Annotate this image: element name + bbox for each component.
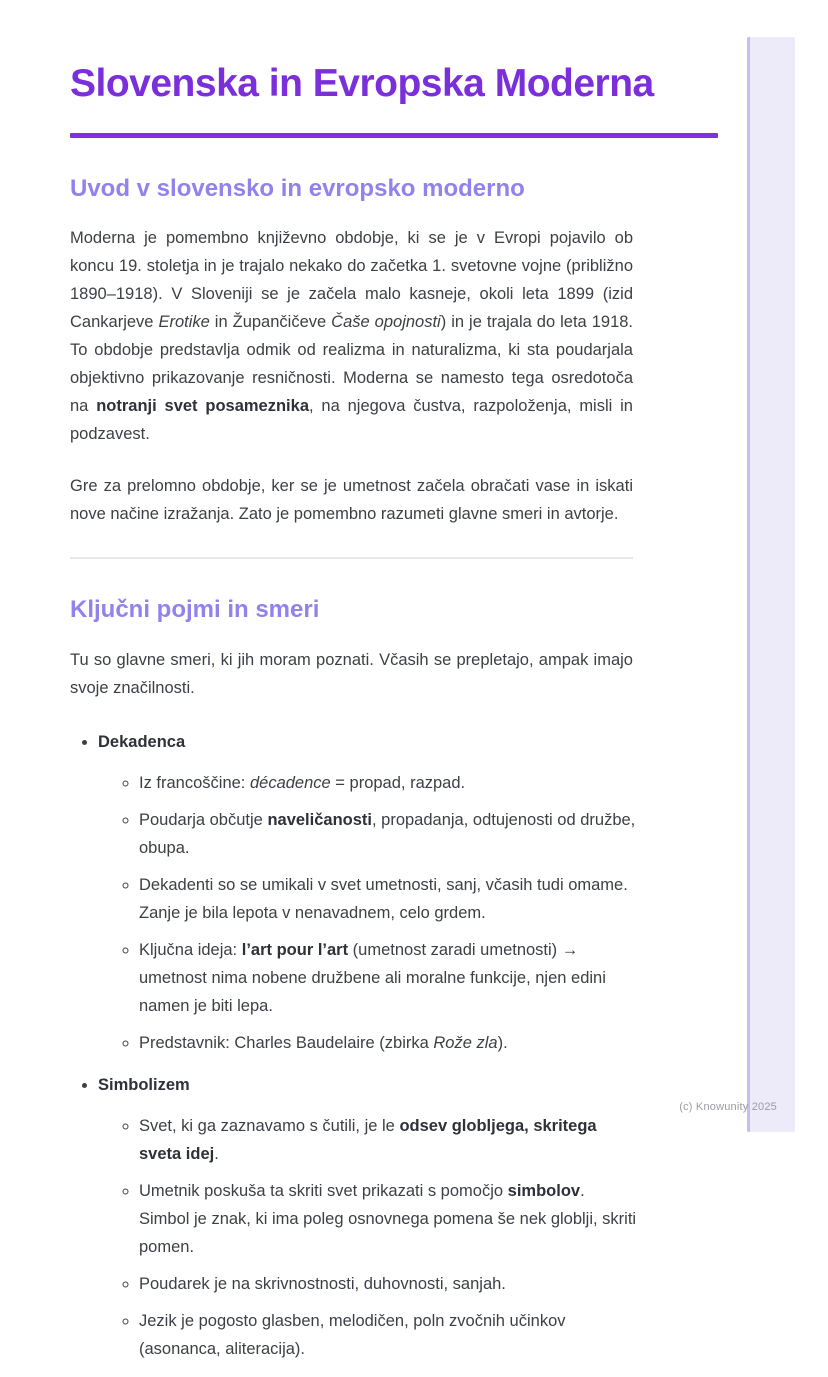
paragraph — [70, 224, 633, 448]
bold-text-run: odsev globljega, skritega sveta idej — [139, 1117, 597, 1164]
topic-sub-item — [139, 871, 638, 927]
text-run: Moderna je pomembno književno obdobje, ki se je v Evropi pojavilo ob koncu 19. stoletja in je trajalo nekako do začetka 1. svetovne vojne (približno 1890–1918). V Sloveniji se je začela malo kasneje, okoli leta 1899 (izid Cankarjeve — [70, 229, 633, 332]
topic-label: Dekadenca — [98, 733, 186, 752]
text-run: , na njegova čustva, razpoloženja, misli in podzavest. — [70, 397, 633, 444]
section-divider — [70, 557, 633, 559]
text-run: . Simbol je znak, ki ima poleg osnovnega pomena še nek globlji, skriti pomen. — [139, 1182, 637, 1257]
bold-text-run: naveličanosti — [267, 811, 372, 830]
topics-list — [70, 728, 638, 1363]
italic-text-run: Rože zla — [433, 1034, 498, 1053]
section-heading-kljucni-pojmi: Ključni pojmi in smeri — [70, 596, 320, 624]
text-run: Iz francoščine: — [139, 774, 250, 793]
text-run: Umetnik poskuša ta skriti svet prikazati s pomočjo — [139, 1182, 508, 1201]
section-uvod-paragraphs — [70, 224, 633, 528]
text-run: = propad, razpad. — [330, 774, 466, 793]
italic-text-run: Čaše opojnosti — [331, 313, 441, 332]
paragraph — [70, 646, 633, 702]
topic-sub-item — [139, 1112, 638, 1168]
italic-text-run: décadence — [249, 774, 331, 793]
italic-text-run: Erotike — [158, 313, 210, 332]
title-rule — [70, 133, 718, 138]
section-uvod — [70, 175, 718, 529]
text-run: Jezik je pogosto glasben, melodičen, poln zvočnih učinkov (asonanca, aliteracija). — [139, 1312, 566, 1359]
bold-text-run: l’art pour l’art — [241, 941, 349, 960]
text-run: Poudarek je na skrivnostnosti, duhovnosti, sanjah. — [139, 1275, 506, 1294]
topic-sub-list — [98, 769, 638, 1057]
page-title: Slovenska in Evropska Moderna — [70, 62, 654, 105]
paragraph — [70, 472, 633, 528]
text-run: Tu so glavne smeri, ki jih moram poznati. Včasih se prepletajo, ampak imajo svoje značilnosti. — [70, 651, 633, 698]
text-run: ) in je trajala do leta 1918. To obdobje predstavlja odmik od realizma in naturalizma, ki sta poudarjala objektivno prikazovanje resničnosti. Moderna se namesto tega osredotoča na — [70, 313, 634, 416]
text-run: (umetnost zaradi umetnosti) → umetnost nima nobene družbene ali moralne funkcije, njen edini namen je biti lepa. — [139, 941, 606, 1016]
text-run: Ključna ideja: — [139, 941, 242, 960]
topic-sub-list — [98, 1112, 638, 1363]
text-run: in Župančičeve — [209, 313, 332, 332]
topic-sub-item — [139, 936, 638, 1020]
topic-sub-item — [139, 1307, 638, 1363]
text-run: ). — [497, 1034, 508, 1053]
section-kljucni-paragraphs — [70, 646, 633, 702]
topic-sub-item — [139, 1029, 638, 1057]
text-run: . — [214, 1145, 219, 1164]
topic-item — [98, 728, 638, 1057]
text-run: Svet, ki ga zaznavamo s čutili, je le — [139, 1117, 400, 1136]
text-run: Predstavnik: Charles Baudelaire (zbirka — [139, 1034, 434, 1053]
section-kljucni-pojmi — [70, 596, 718, 1363]
topic-label: Simbolizem — [98, 1076, 190, 1095]
copyright-watermark: (c) Knowunity 2025 — [679, 1101, 777, 1113]
topic-sub-item — [139, 806, 638, 862]
bold-text-run: notranji svet posameznika — [96, 397, 309, 416]
text-run: Poudarja občutje — [139, 811, 268, 830]
document-content — [70, 62, 718, 1377]
right-margin-strip — [747, 37, 795, 1132]
text-run: , propadanja, odtujenosti od družbe, obupa. — [139, 811, 636, 858]
topic-item — [98, 1071, 638, 1363]
text-run: Dekadenti so se umikali v svet umetnosti, sanj, včasih tudi omame. Zanje je bila lepota v nenavadnem, celo grdem. — [139, 876, 628, 923]
bold-text-run: simbolov — [507, 1182, 581, 1201]
topic-sub-item — [139, 769, 638, 797]
topic-sub-item — [139, 1270, 638, 1298]
text-run: Gre za prelomno obdobje, ker se je umetnost začela obračati vase in iskati nove načine izražanja. Zato je pomembno razumeti glavne smeri in avtorje. — [70, 477, 633, 524]
topic-sub-item — [139, 1177, 638, 1261]
section-heading-uvod: Uvod v slovensko in evropsko moderno — [70, 174, 525, 202]
